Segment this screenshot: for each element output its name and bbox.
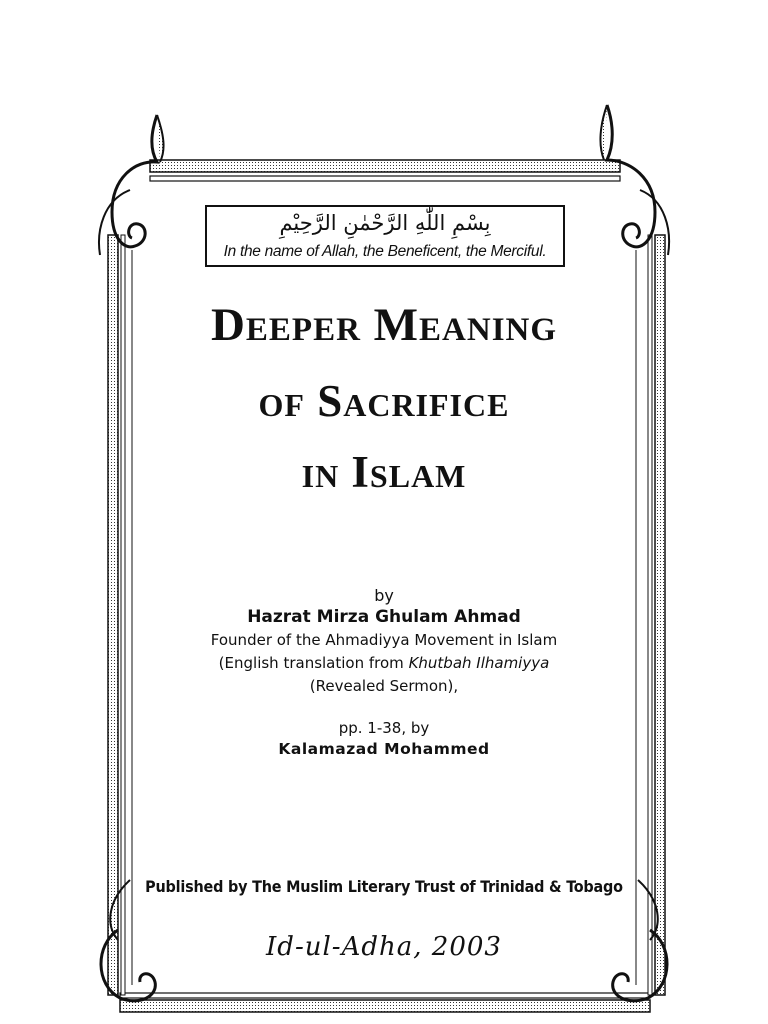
revealed-sermon-note: (Revealed Sermon), [309, 677, 459, 695]
page-range: pp. 1-38, by [338, 719, 430, 737]
translation-prefix: (English translation from [218, 654, 409, 672]
translator-name: Kalamazad Mohammed [278, 740, 490, 758]
source-title: Khutbah Ilhamiyya [408, 654, 550, 672]
title-line-1: Deeper Meaning [210, 299, 558, 351]
arabic-invocation: بِسْمِ اللّٰهِ الرَّحْمٰنِ الرَّحِيْمِ [279, 211, 491, 235]
bismillah-box [205, 205, 565, 267]
translation-note [0, 654, 768, 672]
author-role: Founder of the Ahmadiyya Movement in Islam [210, 631, 558, 649]
publication-date: Id-ul-Adha, 2003 [266, 932, 502, 962]
title-line-2: of Sacrifice [258, 376, 510, 426]
by-label: by [374, 586, 394, 605]
author-name: Hazrat Mirza Ghulam Ahmad [247, 607, 521, 627]
title-line-3: in Islam [301, 447, 467, 497]
english-invocation: In the name of Allah, the Beneficent, the Merciful. [223, 243, 547, 260]
publisher-line: Published by The Muslim Literary Trust of Trinidad & Tobago [145, 877, 623, 896]
